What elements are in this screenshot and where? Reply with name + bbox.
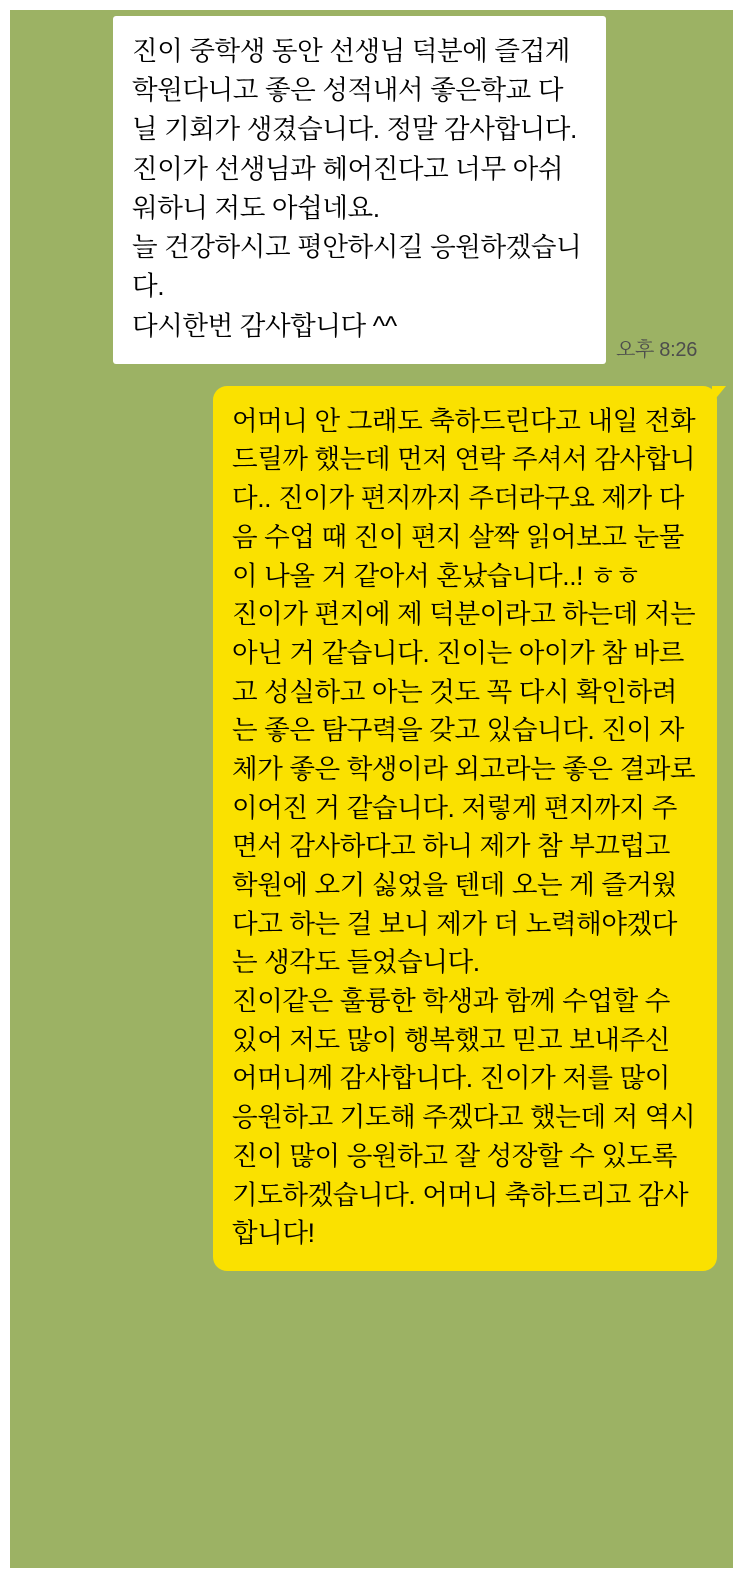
message-paragraph: 다시한번 감사합니다 ^^ <box>132 310 397 341</box>
message-list <box>10 10 733 1568</box>
message-paragraph: 진이같은 훌륭한 학생과 함께 수업할 수 있어 저도 많이 행복했고 믿고 보내주신 어머니께 감사합니다. 진이가 저를 많이 응원하고 기도해 주겠다고 했는데 저 역시 진이 많이 응원하고 잘 성장할 수 있도록 기도하겠습니다. 어머니 축하드리고 감사합니다! <box>232 986 696 1249</box>
message-bubble-outgoing[interactable] <box>213 386 717 1271</box>
message-paragraph: 진이 중학생 동안 선생님 덕분에 즐겁게 학원다니고 좋은 성적내서 좋은학교 다닐 기회가 생겼습니다. 정말 감사합니다. 진이가 선생님과 헤어진다고 너무 아쉬워하니 저도 아쉽네요. <box>132 36 577 223</box>
message-row-outgoing[interactable] <box>10 386 733 1271</box>
message-timestamp: 오후 8:26 <box>616 338 698 361</box>
message-row-incoming[interactable] <box>10 16 733 364</box>
message-paragraph: 늘 건강하시고 평안하시길 응원하겠습니다. <box>132 232 582 302</box>
message-paragraph: 어머니 안 그래도 축하드린다고 내일 전화드릴까 했는데 먼저 연락 주셔서 감사합니다.. 진이가 편지까지 주더라구요 제가 다음 수업 때 진이 편지 살짝 읽어보고 눈물이 나올 거 같아서 혼났습니다..! ㅎㅎ <box>232 405 696 591</box>
message-bubble-incoming[interactable] <box>113 16 606 364</box>
message-paragraph: 진이가 편지에 제 덕분이라고 하는데 저는 아닌 거 같습니다. 진이는 아이가 참 바르고 성실하고 아는 것도 꼭 다시 확인하려는 좋은 탐구력을 갖고 있습니다. 진이 자체가 좋은 학생이라 외고라는 좋은 결과로 이어진 거 같습니다. 저렇게 편지까지 주면서 감사하다고 하니 제가 참 부끄럽고 학원에 오기 싫었을 텐데 오는 게 즐거웠다고 하는 걸 보니 제가 더 노력해야겠다는 생각도 들었습니다. <box>232 599 696 978</box>
chat-background <box>10 10 733 1568</box>
